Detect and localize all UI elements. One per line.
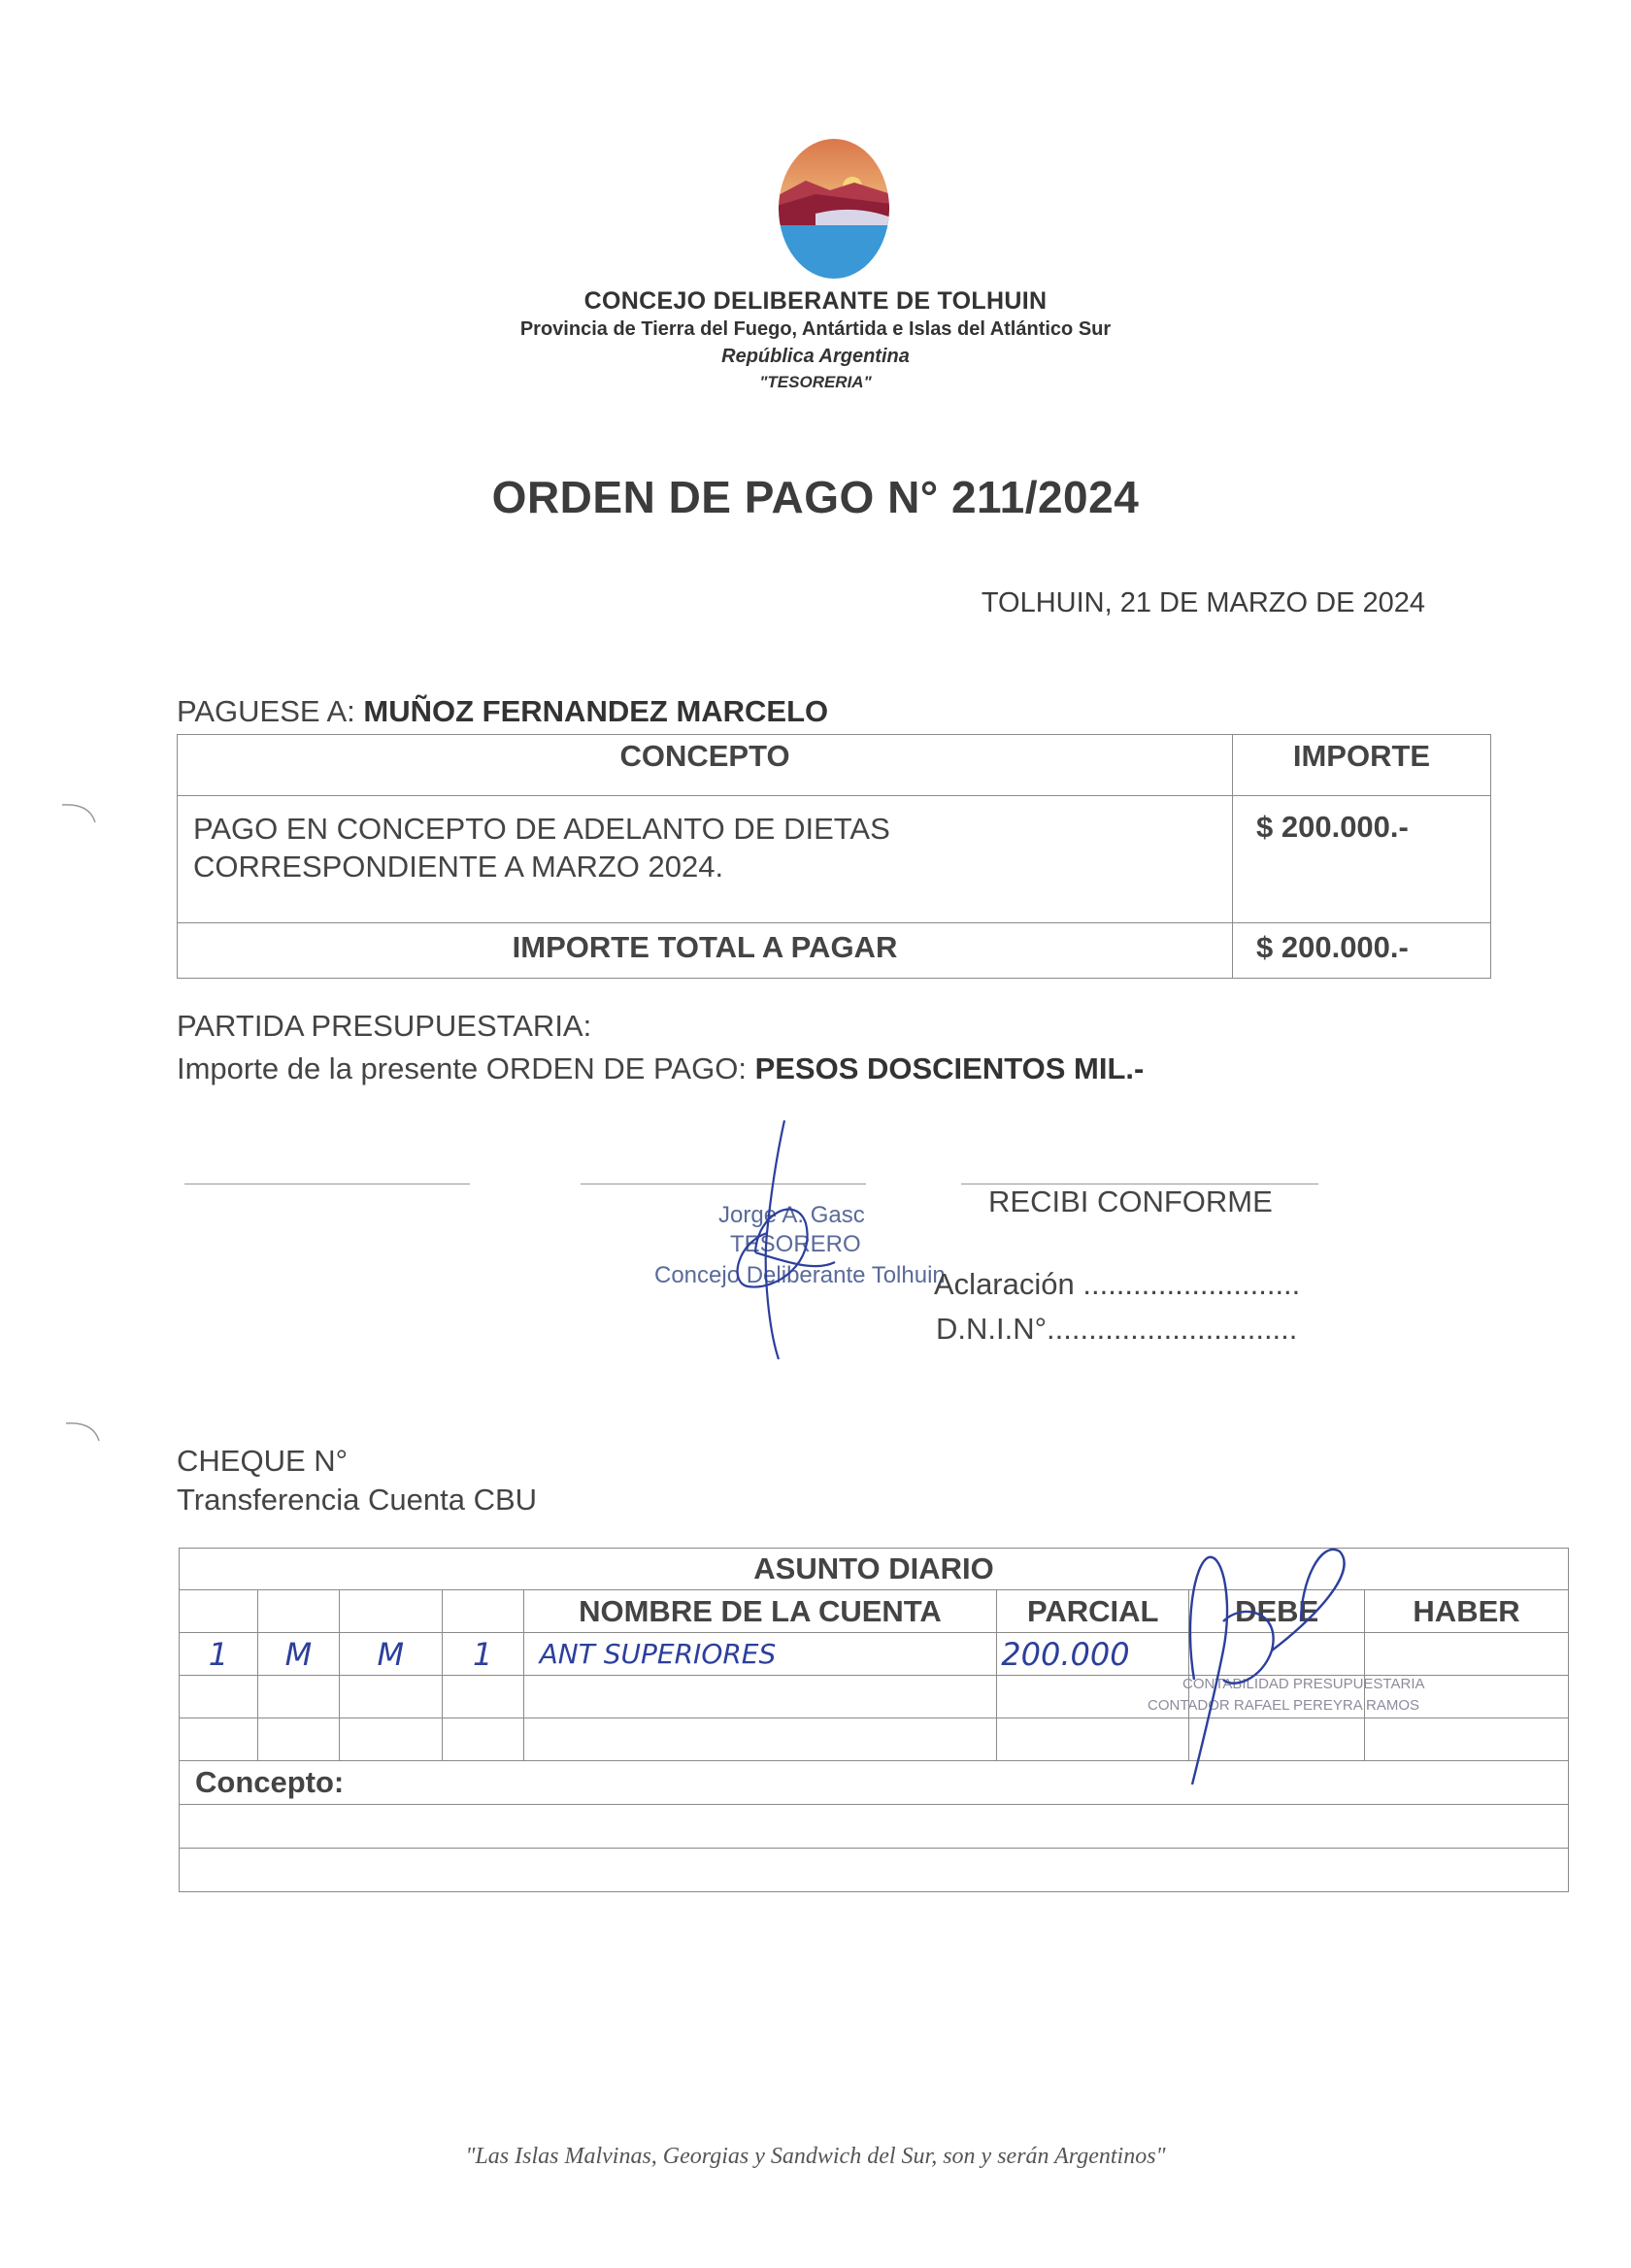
amount-header: IMPORTE <box>1233 735 1491 796</box>
entry-col-2: M <box>257 1633 339 1676</box>
col-haber: HABER <box>1365 1590 1569 1633</box>
col-parcial: PARCIAL <box>997 1590 1189 1633</box>
asunto-diario-table <box>179 1548 1569 1892</box>
transfer-label: Transferencia Cuenta CBU <box>177 1483 538 1517</box>
stamp-org: Concejo Deliberante Tolhuin <box>654 1262 946 1288</box>
concepto-label: Concepto: <box>180 1761 1569 1805</box>
col-nombre-cuenta: NOMBRE DE LA CUENTA <box>523 1590 997 1633</box>
entry-col-1: 1 <box>180 1633 258 1676</box>
importe-words: PESOS DOSCIENTOS MIL.- <box>754 1051 1145 1085</box>
concept-cell <box>178 796 1233 923</box>
col-debe: DEBE <box>1189 1590 1365 1633</box>
institution-name: CONCEJO DELIBERANTE DE TOLHUIN <box>583 287 1048 315</box>
accountant-signature <box>1165 1544 1359 1786</box>
accounting-stamp-line-2: CONTADOR RAFAEL PEREYRA RAMOS <box>1148 1697 1420 1714</box>
entry-parcial: 200.000 <box>997 1633 1189 1676</box>
entry-col-3: M <box>339 1633 442 1676</box>
amount-cell: $ 200.000.- <box>1233 796 1491 923</box>
place-date: TOLHUIN, 21 DE MARZO DE 2024 <box>981 587 1425 618</box>
diario-title: ASUNTO DIARIO <box>180 1549 1569 1590</box>
stamp-role: TESORERO <box>730 1231 861 1257</box>
total-label: IMPORTE TOTAL A PAGAR <box>178 923 1233 979</box>
footer-motto: "Las Islas Malvinas, Georgias y Sandwich del Sur, son y serán Argentinos" <box>465 2144 1166 2169</box>
recibi-conforme: RECIBI CONFORME <box>988 1184 1273 1218</box>
aclaracion-field: Aclaración .......................... <box>934 1267 1301 1301</box>
treasurer-signature <box>699 1117 845 1369</box>
budget-section <box>177 1005 1144 1090</box>
dni-field: D.N.I.N°.............................. <box>936 1312 1298 1346</box>
concept-line-1: PAGO EN CONCEPTO DE ADELANTO DE DIETAS <box>193 812 890 846</box>
payment-table <box>177 734 1491 979</box>
payee-name: MUÑOZ FERNANDEZ MARCELO <box>363 694 829 728</box>
institution-logo <box>777 136 891 282</box>
province-name: Provincia de Tierra del Fuego, Antártida e Islas del Atlántico Sur <box>519 318 1112 340</box>
importe-line <box>177 1048 1144 1090</box>
payee-label: PAGUESE A: <box>177 694 355 728</box>
partida-label: PARTIDA PRESUPUESTARIA: <box>177 1009 592 1043</box>
payment-method <box>177 1442 537 1519</box>
importe-prefix: Importe de la presente ORDEN DE PAGO: <box>177 1051 747 1085</box>
concept-line-2: CORRESPONDIENTE A MARZO 2024. <box>193 850 724 884</box>
department-name: "TESORERIA" <box>759 373 872 391</box>
binder-mark-1 <box>60 801 99 830</box>
binder-mark-2 <box>64 1419 103 1449</box>
entry-col-4: 1 <box>442 1633 523 1676</box>
receipt-fields <box>934 1262 1300 1351</box>
entry-account-name: ANT SUPERIORES <box>523 1633 997 1676</box>
total-amount: $ 200.000.- <box>1233 923 1491 979</box>
cheque-label: CHEQUE N° <box>177 1444 349 1478</box>
country-name: República Argentina <box>721 346 910 367</box>
payee-line <box>177 694 828 729</box>
document-title: ORDEN DE PAGO N° 211/2024 <box>491 472 1140 522</box>
stamp-name: Jorge A. Gasc <box>718 1202 865 1228</box>
concept-header: CONCEPTO <box>178 735 1233 796</box>
accounting-stamp-line-1: CONTABILIDAD PRESUPUESTARIA <box>1182 1676 1425 1692</box>
